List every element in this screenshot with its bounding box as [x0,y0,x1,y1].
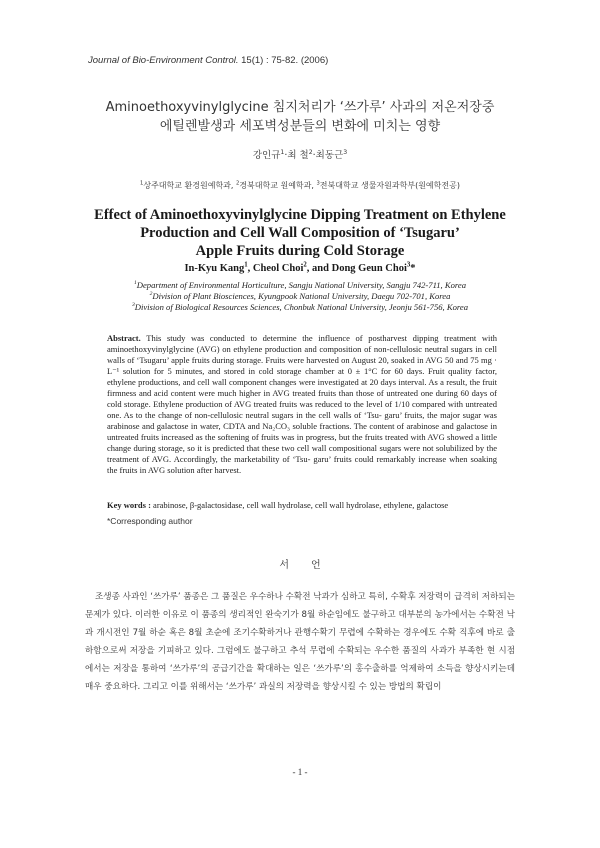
author-separator: , and [306,263,332,274]
abstract-text: This study was conducted to determine the influence of postharvest dipping treatment with aminoethoxyvinylglycine (AVG) on ethylene production and composition of non-cellulosic neutral sugars in cell walls of ‘Tsugaru’ apple fruits during storage. Fruits were harvested on August 20, soaked in AVG 50 and 75 mg · L⁻¹ solution for 5 minutes, and stored in cold storage chamber at 0 ± 1°C for 60 days. Fruit quality factor, ethylene productions, and cell wall component changes were investigated at 20 days interval. As a result, the fruit firmness and acid content were much higher in AVG treated fruits than those of untreated one during 60 days of cold storage. Ethylene production of AVG treated fruits was reduced to the level of 1/10 compared with untreated one. As to the change of non-cellulosic neutral sugars in the cell walls of ‘Tsu- garu’ fruits, the major sugar was arabinose and galactose in water, CDTA and Na₂CO₃ soluble fractions. The content of arabinose and galactose in untreated fruits increased as the softening of fruits was in progress, but the fruits treated with AVG showed a little change during storage, so it is predicted that these two cell wall compositional sugars were not solubilized by the treatment of AVG. Accordingly, the marketability of ‘Tsu- garu’ fruits could remarkably increase when soaking the fruits in AVG solution after harvest. [107,333,497,475]
section-heading: 서언 [279,560,343,571]
corresponding-mark: * [410,263,416,274]
korean-author-2: 최 철 [287,150,309,161]
page-number: - 1 - [292,767,308,777]
korean-author-3: 최동근 [315,150,344,161]
english-title-line-2: Production and Cell Wall Composition of ‘Tsugaru’ [140,225,460,241]
english-author-1: In-Kyu Kang [184,263,245,274]
korean-author-1: 강인규 [252,150,281,161]
keywords-text: arabinose, β-galactosidase, cell wall hydrolase, cell wall hydrolase, ethylene, galactose [153,500,449,510]
english-title-line-3: Apple Fruits during Cold Storage [195,243,405,259]
introduction-paragraph: 조생종 사과인 ‘쓰가루’ 품종은 그 품질은 우수하나 수확전 낙과가 심하고 특히, 수확후 저장력이 급격히 저하되는 문제가 있다. 이러한 이유로 이 품종의 생리적인 완숙기가 8월 하순임에도 불구하고 대부분의 농가에서는 수확전 낙과 개시전인 7월 하순 혹은 8월 초순에 조기수확하거나 관행수확기 무렵에 수확하는 경우에도 수확 직후에 바로 출하함으로써 저장을 기피하고 있다. 그럼에도 불구하고 추석 무렵에 수확되는 우수한 품질의 사과가 부족한 현 시점에서는 저장을 통하여 ‘쓰가루’의 공급기간을 확대하는 일은 ‘쓰가루’의 홍수출하를 억제하여 소득을 향상시키는데 매우 중요하다. 그리고 이를 위해서는 ‘쓰가루’ 과실의 저장력을 향상시킬 수 있는 방법의 확립이 [85,592,516,692]
keywords-label: Key words : [107,500,151,510]
english-title [0,206,600,260]
korean-affiliation-1: 상주대학교 환경원예학과, [143,181,234,190]
korean-authors: 강인규$^1$·최 철$^2$·최동근$^3$ [252,148,348,161]
keywords [107,500,507,510]
abstract [107,333,497,476]
english-author-2: Cheol Choi [252,263,304,274]
journal-citation: 15(1) : 75-82. (2006) [241,55,329,66]
english-affiliation-3: Division of Biological Resources Sciences, Chonbuk National University, Jeonju 561-756, Korea [134,302,469,312]
korean-affiliations: $^1$상주대학교 환경원예학과, $^2$경북대학교 원예학과, $^3$전북대학교 생물자원과학부(원예학전공) [140,180,460,190]
english-authors: In-Kyu Kang$^1$, Cheol Choi$^2$, and Dong Geun Choi$^3$* [184,261,416,274]
journal-name: Journal of Bio-Environment Control. [88,55,239,66]
english-affiliations: $^1$Department of Environmental Horticulture, Sangju National University, Sangju 742-711, Korea $^2$Division of Plant Biosciences, Kyungpook National University, Daegu 702-701, Korea $^3$Division of Biological Resources Sciences, Chonbuk National University, Jeonju 561-756, Korea [131,280,469,312]
korean-title-line-1: Aminoethoxyvinylglycine 침지처리가 ‘쓰가루’ 사과의 저온저장중 [105,100,495,115]
korean-affiliation-2: 경북대학교 원예학과, [239,181,314,190]
author-separator: , [247,263,253,274]
journal-header [88,55,328,66]
korean-affiliation-3: 전북대학교 생물자원과학부(원예학전공) [319,181,460,190]
english-affiliation-1: Department of Environmental Horticulture, Sangju National University, Sangju 742-711, Korea [136,280,467,290]
korean-title-line-2: 에틸렌발생과 세포벽성분들의 변화에 미치는 영향 [159,119,441,134]
english-author-3: Dong Geun Choi [331,263,407,274]
abstract-label: Abstract. [107,333,141,343]
english-title-line-1: Effect of Aminoethoxyvinylglycine Dipping Treatment on Ethylene [94,207,506,223]
english-affiliation-2: Division of Plant Biosciences, Kyungpook National University, Daegu 702-701, Korea [152,291,451,301]
corresponding-author-note: *Corresponding author [107,516,193,526]
